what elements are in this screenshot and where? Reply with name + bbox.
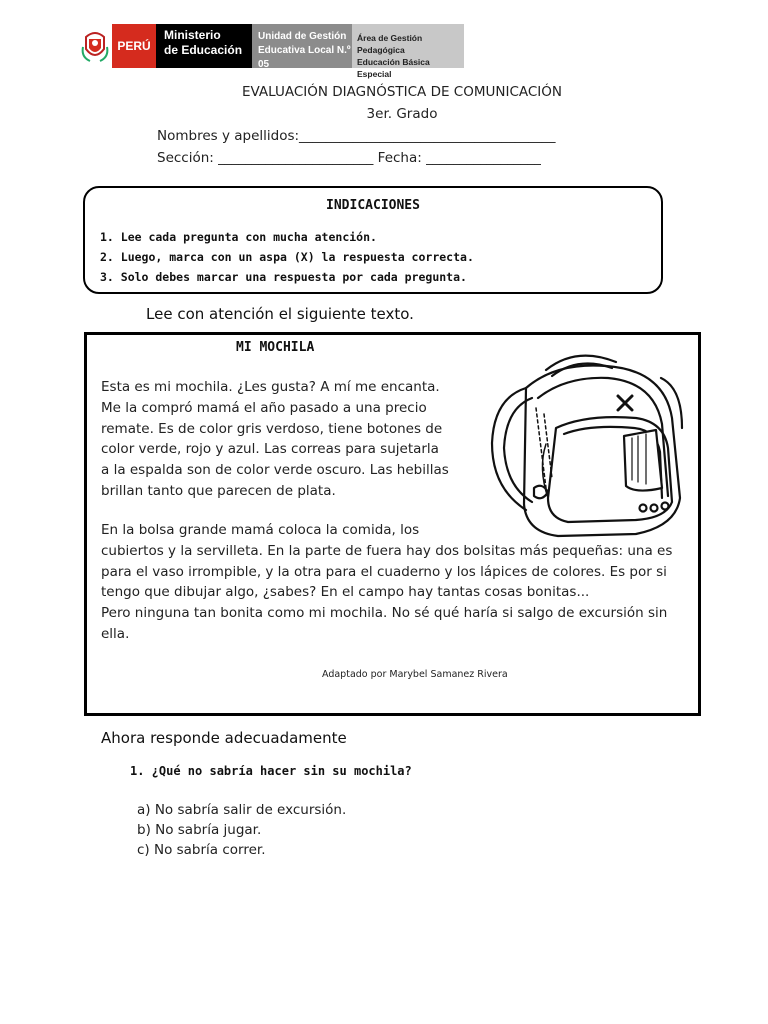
story-line: ella.	[101, 625, 130, 642]
ugel-line-2: Educativa Local N.º 05	[258, 45, 351, 70]
name-field-line: Nombres y apellidos:______________________________________	[157, 128, 556, 144]
read-prompt: Lee con atención el siguiente texto.	[146, 305, 414, 323]
grade-label: 3er. Grado	[366, 106, 438, 122]
instruction-item: 1. Lee cada pregunta con mucha atención.	[100, 230, 377, 244]
story-paragraph-1	[101, 377, 449, 502]
answer-option-c: c) No sabría correr.	[137, 842, 266, 858]
ministry-label	[156, 24, 252, 68]
story-line: cubiertos y la servilleta. En la parte de fuera hay dos bolsitas más pequeñas: una es	[101, 542, 673, 559]
story-line: remate. Es de color gris verdoso, tiene botones de	[101, 420, 443, 437]
coat-of-arms-icon	[78, 24, 112, 68]
ministry-line-2: de Educación	[164, 43, 243, 57]
answer-option-a: a) No sabría salir de excursión.	[137, 802, 347, 818]
story-line: color verde, rojo y azul. Las correas para sujetarla	[101, 441, 439, 458]
country-badge: PERÚ	[112, 24, 156, 68]
story-line: Pero ninguna tan bonita como mi mochila. No sé qué haría si salgo de excursión sin	[101, 605, 668, 622]
section-date-line: Sección: _______________________ Fecha: _________________	[157, 150, 541, 166]
ministry-line-1: Ministerio	[164, 28, 221, 42]
story-credit: Adaptado por Marybel Samanez Rivera	[322, 669, 508, 680]
ugel-label	[252, 24, 352, 68]
ugel-line-1: Unidad de Gestión	[258, 31, 347, 42]
exam-title: EVALUACIÓN DIAGNÓSTICA DE COMUNICACIÓN	[241, 84, 563, 100]
backpack-illustration	[486, 348, 686, 544]
area-line-2: Educación Básica Especial	[357, 57, 430, 79]
instruction-item: 3. Solo debes marcar una respuesta por cada pregunta.	[100, 270, 467, 284]
area-line-1: Área de Gestión Pedagógica	[357, 33, 423, 55]
header-logo	[78, 24, 464, 79]
story-line: En la bolsa grande mamá coloca la comida, los	[101, 522, 420, 538]
answer-option-b: b) No sabría jugar.	[137, 822, 262, 838]
story-title: MI MOCHILA	[236, 340, 315, 355]
story-line: a la espalda son de color verde oscuro. Las hebillas	[101, 462, 449, 479]
story-line: tengo que dibujar algo, ¿sabes? En el campo hay tantas cosas bonitas...	[101, 584, 590, 601]
answer-prompt: Ahora responde adecuadamente	[101, 729, 347, 747]
instruction-item: 2. Luego, marca con un aspa (X) la respuesta correcta.	[100, 250, 474, 264]
story-line: brillan tanto que parecen de plata.	[101, 482, 336, 499]
story-line: para el vaso irrompible, y la otra para el cuaderno y los lápices de colores. Es por si	[101, 563, 667, 580]
story-line: Me la compró mamá el año pasado a una precio	[101, 399, 427, 416]
story-line: Esta es mi mochila. ¿Les gusta? A mí me encanta.	[101, 379, 440, 395]
instructions-title: INDICACIONES	[326, 198, 420, 213]
area-label	[352, 24, 464, 79]
question-1: 1. ¿Qué no sabría hacer sin su mochila?	[130, 764, 412, 778]
